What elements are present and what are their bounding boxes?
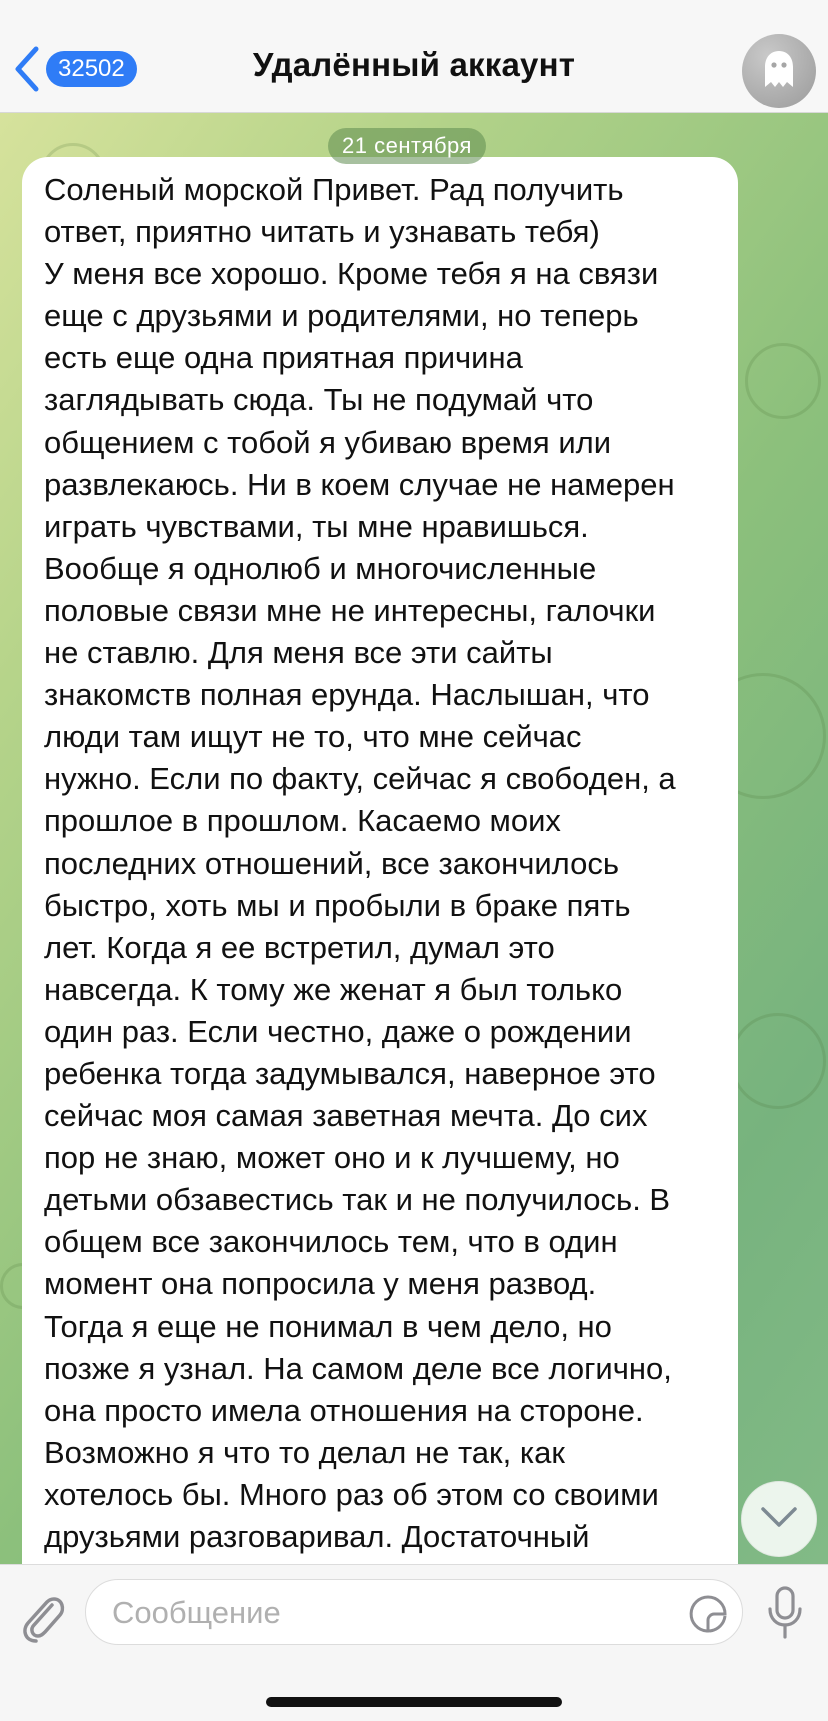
message-line: знакомств полная ерунда. Наслышан, что [44,677,650,713]
message-line: сейчас моя самая заветная мечта. До сих [44,1098,648,1134]
message-line: последних отношений, все закончилось [44,845,620,881]
message-line: детьми обзавестись так и не получилось. В [44,1182,671,1218]
message-line: половые связи мне не интересны, галочки [44,592,656,628]
chevron-down-icon [759,1505,799,1534]
message-line: один раз. Если честно, даже о рождении [44,1013,632,1049]
message-line: заглядывать сюда. Ты не подумай что [44,382,594,418]
message-text [44,169,722,1558]
date-separator: 21 сентября [328,128,486,164]
message-line: ребенка тогда задумывался, наверное это [44,1055,656,1091]
message-line: не ставлю. Для меня все эти сайты [44,635,553,671]
message-line: Соленый морской Привет. Рад получить [44,172,624,207]
message-line: прошлое в прошлом. Касаемо моих [44,803,561,839]
message-input-wrapper[interactable] [85,1579,743,1645]
background-doodle [745,343,821,419]
home-indicator[interactable] [266,1697,562,1707]
message-bubble[interactable] [22,157,738,1564]
message-line: друзьями разговаривал. Достаточный [44,1519,590,1554]
message-line: еще с друзьями и родителями, но теперь [44,298,639,334]
message-line: есть еще одна приятная причина [44,340,523,376]
message-line: Вообще я однолюб и многочисленные [44,550,597,586]
sticker-icon[interactable] [688,1594,728,1634]
paperclip-icon [18,1632,66,1649]
message-line: лет. Когда я ее встретил, думал это [44,929,555,965]
message-line: У меня все хорошо. Кроме тебя я на связи [44,256,659,292]
chat-header [0,0,828,113]
message-line: общением с тобой я убиваю время или [44,424,612,460]
message-line: Тогда я еще не понимал в чем дело, но [44,1308,612,1344]
message-line: навсегда. К тому же женат я был только [44,971,623,1007]
message-line: Возможно я что то делал не так, как [44,1434,565,1470]
message-line: хотелось бы. Много раз об этом со своими [44,1476,659,1512]
message-line: момент она попросила у меня развод. [44,1266,597,1302]
message-line: играть чувствами, ты мне нравишься. [44,508,589,544]
message-line: нужно. Если по факту, сейчас я свободен, а [44,761,676,797]
microphone-icon [766,1628,804,1645]
message-line: она просто имела отношения на стороне. [44,1392,644,1428]
message-line: общем все закончилось тем, что в один [44,1224,618,1260]
scroll-to-bottom-button[interactable] [741,1481,817,1557]
ghost-icon [762,49,796,94]
background-doodle [730,1013,826,1109]
message-line: быстро, хоть мы и пробыли в браке пять [44,887,631,923]
microphone-button[interactable] [766,1585,804,1641]
chat-area[interactable] [0,113,828,1564]
message-line: ответ, приятно читать и узнавать тебя) [44,214,600,250]
message-line: люди там ищут не то, что мне сейчас [44,719,582,755]
message-input[interactable] [110,1580,674,1646]
attach-button[interactable] [18,1589,66,1645]
message-line: развлекаюсь. Ни в коем случае не намерен [44,466,675,502]
chat-title[interactable]: Удалённый аккаунт [252,46,576,83]
message-line: пор не знаю, может оно и к лучшему, но [44,1140,620,1176]
avatar[interactable] [742,34,816,108]
message-line: позже я узнал. На самом деле все логично, [44,1350,672,1386]
unread-count-badge: 32502 [46,51,137,87]
